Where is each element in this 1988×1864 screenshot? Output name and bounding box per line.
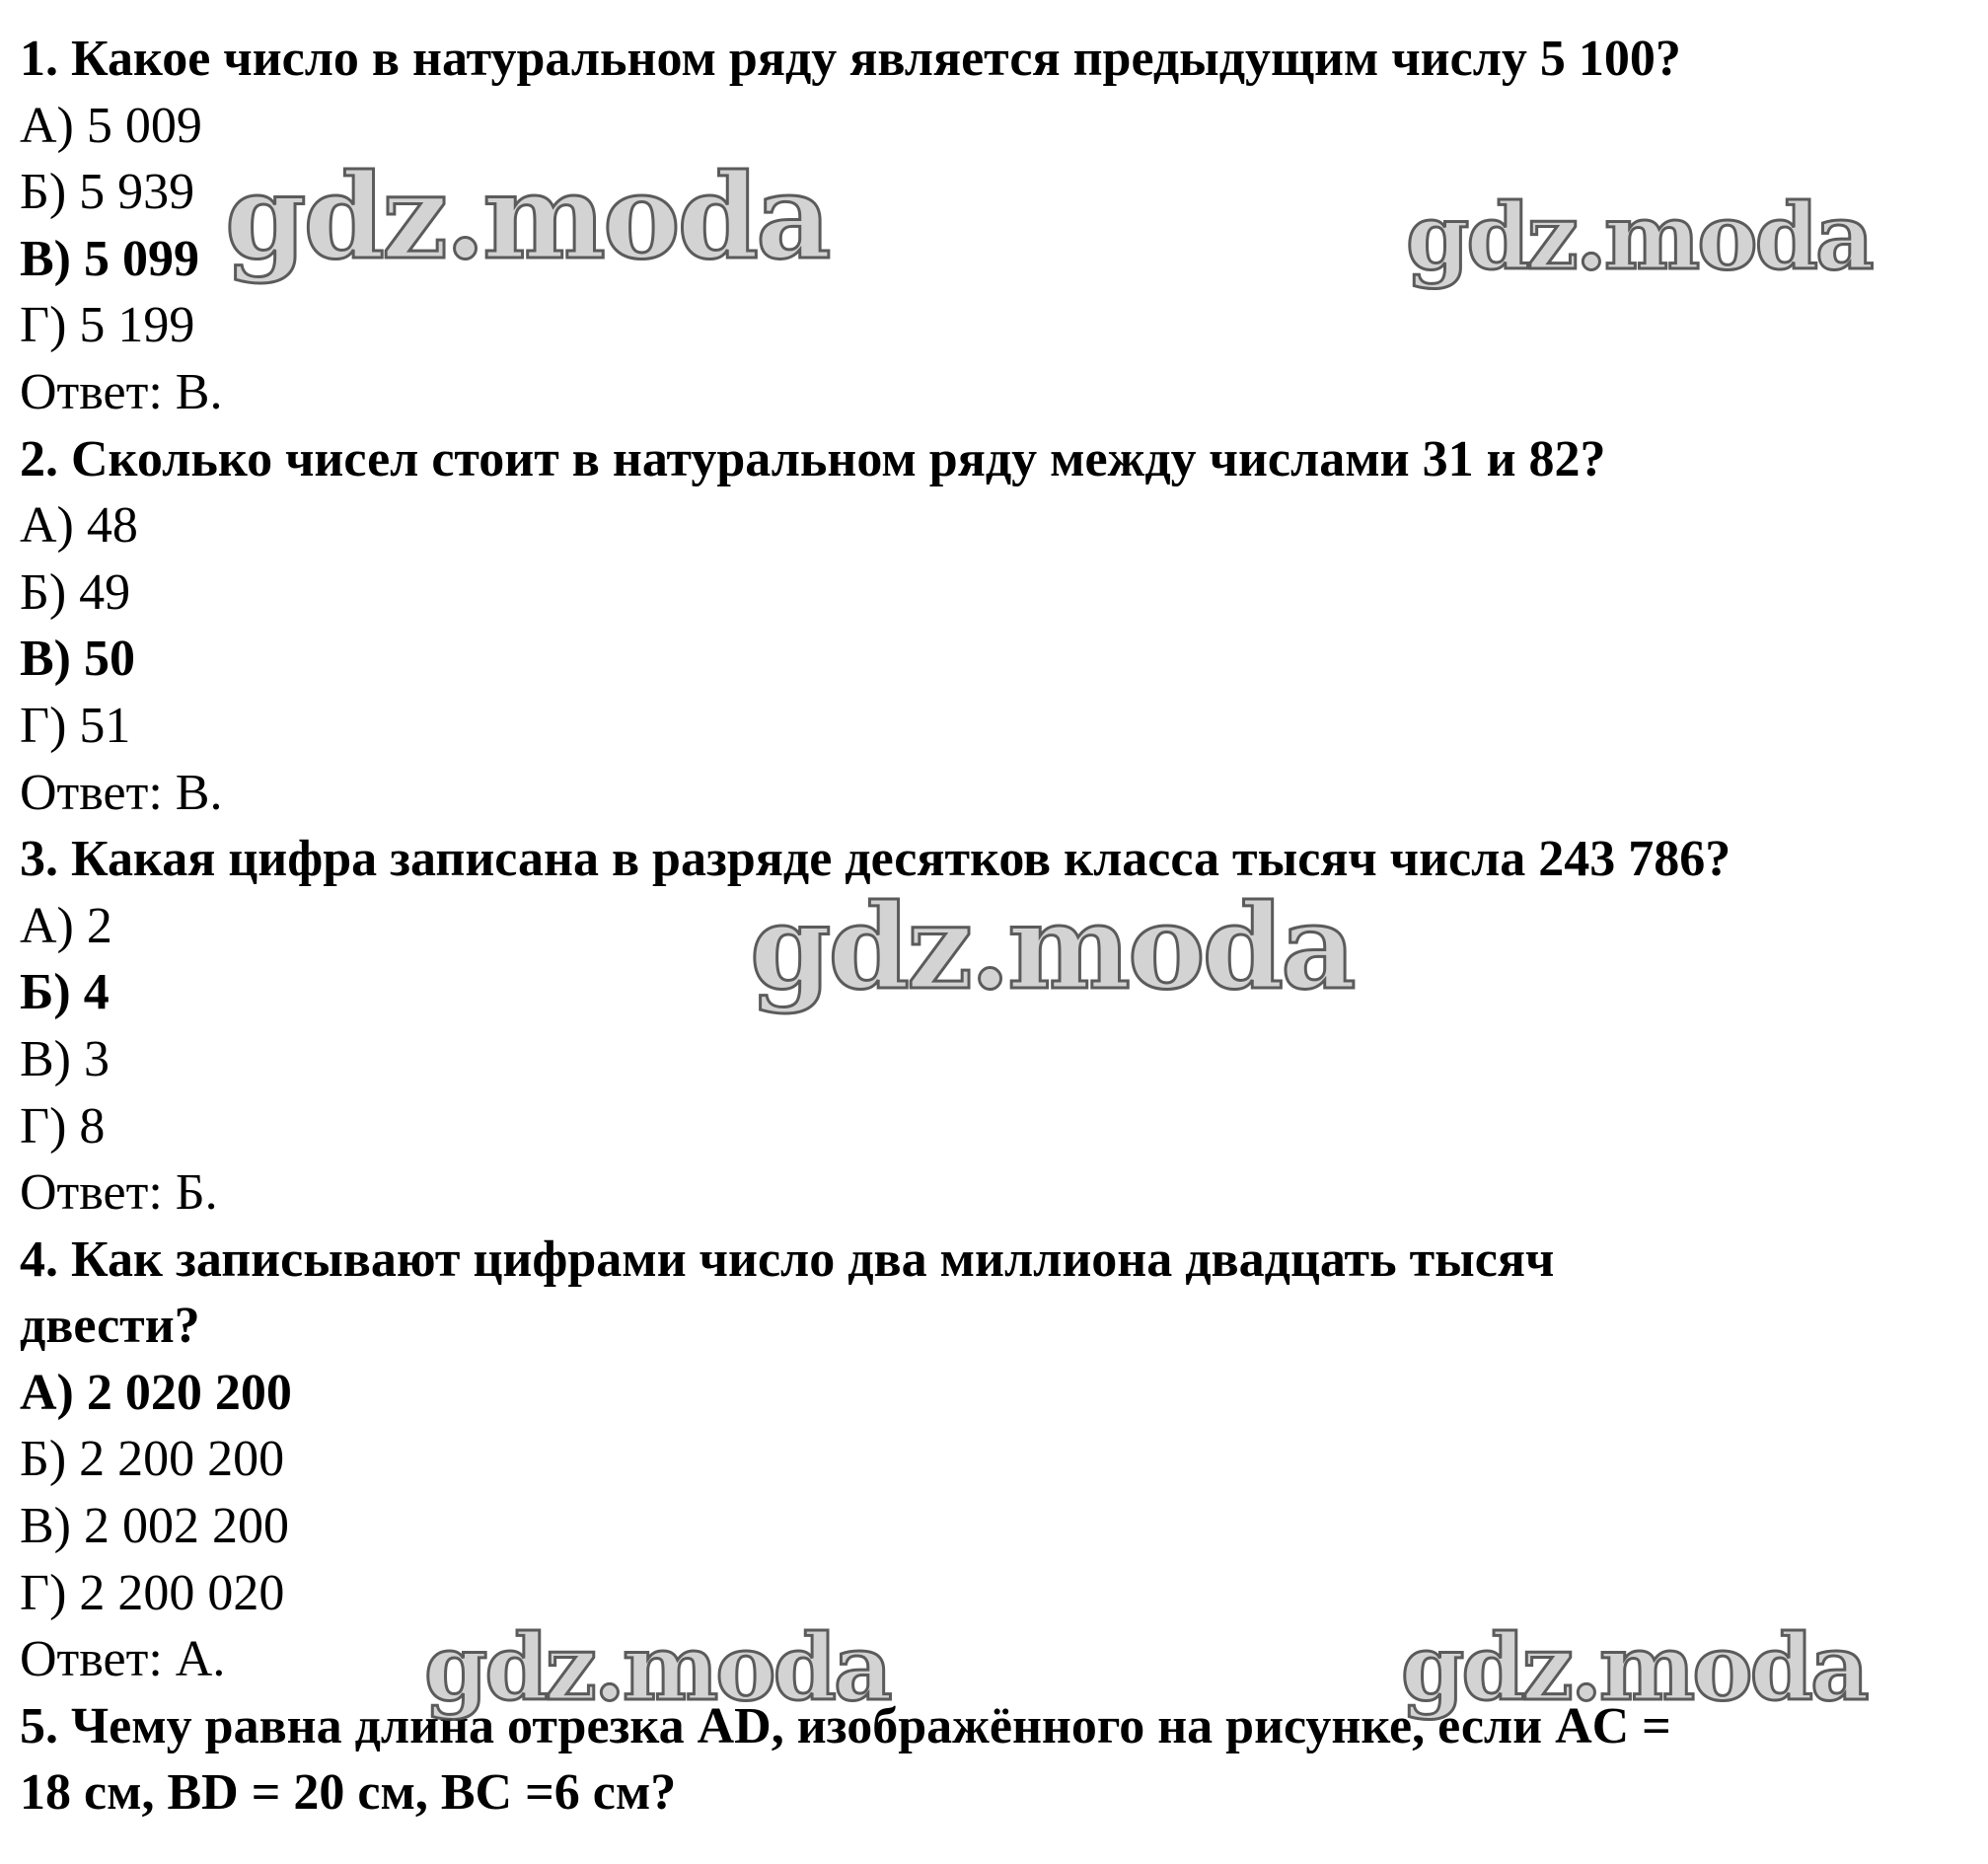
watermark: gdz.moda: [225, 148, 829, 285]
question-2-option-v-correct: В) 50: [20, 631, 135, 688]
question-2-title: 2. Сколько чисел стоит в натуральном ряду между числами 31 и 82?: [20, 430, 1606, 487]
watermark: gdz.moda: [1406, 184, 1872, 290]
question-3-option-a: А) 2: [20, 897, 112, 954]
question-4-title-line-1: 4. Как записывают цифрами число два миллиона двадцать тысяч: [20, 1230, 1555, 1288]
question-2-option-b: Б) 49: [20, 563, 131, 621]
question-3-title: 3. Какая цифра записана в разряде десятков класса тысяч числа 243 786?: [20, 831, 1731, 888]
question-4-title-line-2: двести?: [20, 1298, 200, 1355]
question-2-option-a: А) 48: [20, 497, 138, 555]
question-1-title: 1. Какое число в натуральном ряду является предыдущим числу 5 100?: [20, 31, 1681, 87]
question-3-answer: Ответ: Б.: [20, 1164, 218, 1222]
question-2-answer: Ответ: В.: [20, 764, 223, 821]
watermark: gdz.moda: [424, 1614, 890, 1721]
question-3-option-g: Г) 8: [20, 1097, 106, 1155]
question-2-option-g: Г) 51: [20, 697, 131, 754]
question-3-option-b-correct: Б) 4: [20, 964, 110, 1021]
question-4-answer: Ответ: А.: [20, 1631, 226, 1688]
watermark: gdz.moda: [750, 878, 1354, 1015]
question-4-option-a-correct: А) 2 020 200: [20, 1364, 292, 1421]
question-5-title-line-2: 18 см, BD = 20 см, BC =6 см?: [20, 1764, 677, 1822]
question-4-option-g: Г) 2 200 020: [20, 1564, 285, 1621]
question-1-option-a: А) 5 009: [20, 97, 202, 154]
question-4-option-b: Б) 2 200 200: [20, 1431, 285, 1488]
question-4-option-v: В) 2 002 200: [20, 1498, 289, 1555]
question-1-answer: Ответ: В.: [20, 363, 223, 420]
watermark: gdz.moda: [1401, 1614, 1867, 1721]
question-1-option-g: Г) 5 199: [20, 297, 195, 354]
question-1-option-v-correct: В) 5 099: [20, 230, 199, 287]
question-3-option-v: В) 3: [20, 1030, 110, 1087]
question-1-option-b: Б) 5 939: [20, 164, 195, 221]
question-5-title-line-1: 5. Чему равна длина отрезка AD, изображённого на рисунке, если AC =: [20, 1697, 1671, 1754]
